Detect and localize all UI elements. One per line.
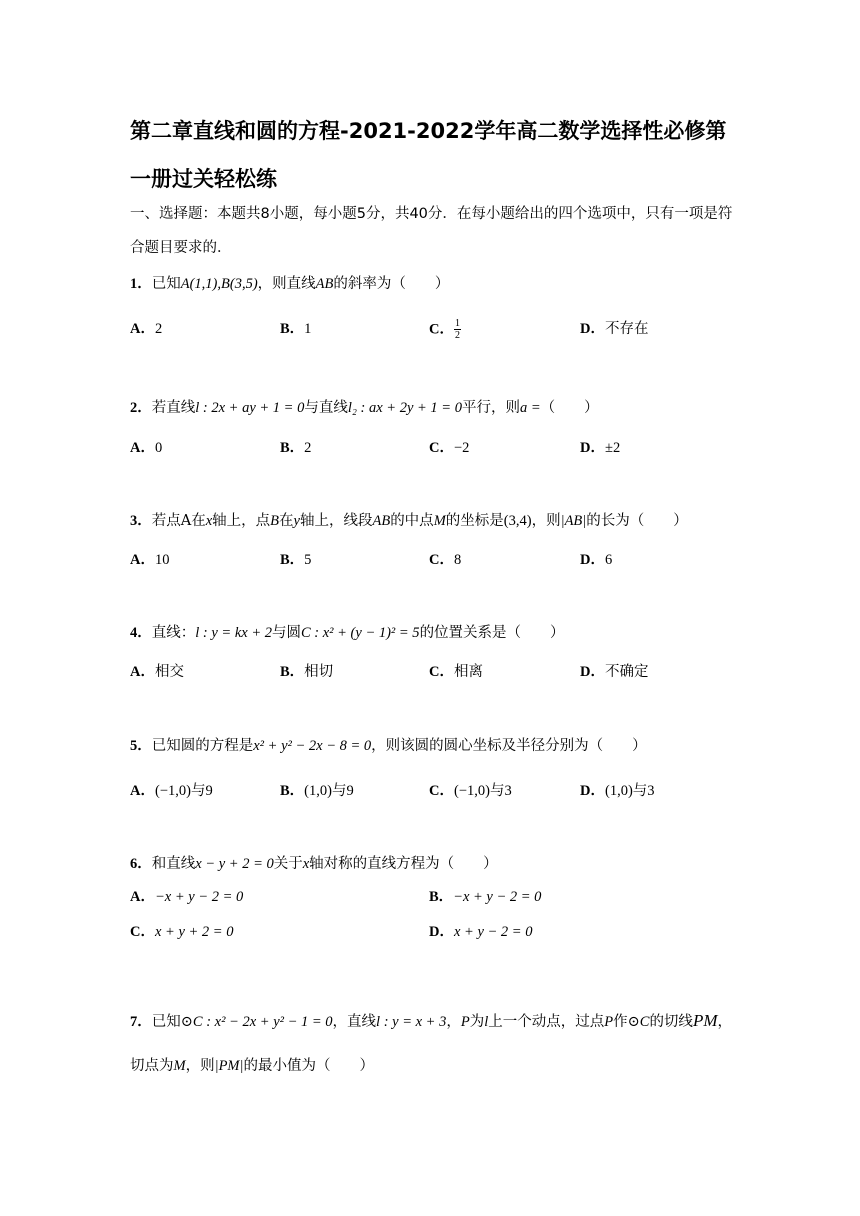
option-b: B．(1,0)与9 (280, 783, 354, 799)
option-b: B．−x + y − 2 = 0 (429, 889, 542, 905)
document-title: 第二章直线和圆的方程-2021-2022学年高二数学选择性必修第一册过关轻松练 (130, 119, 727, 191)
option-d: D．6 (580, 552, 613, 568)
question-4: 4．直线：l : y = kx + 2与圆C : x² + (y − 1)² = 5的位置关系是（ ） (130, 625, 565, 641)
question-3: 3．若点A在x轴上，点B在y轴上，线段AB的中点M的坐标是(3,4)，则|AB|的长为（ ） (130, 513, 688, 529)
question-7-line-2: 切点为M，则|PM|的最小值为（ ） (130, 1058, 375, 1074)
fraction: $\frac{1}{2}$ (454, 318, 460, 341)
option-b: B．1 (280, 321, 312, 337)
options-1 (130, 318, 750, 340)
question-number: 7． (130, 1014, 152, 1030)
option-a: A．相交 (130, 664, 184, 680)
option-d: D．不存在 (580, 321, 649, 337)
options-3 (130, 549, 750, 571)
option-a: A．−x + y − 2 = 0 (130, 889, 244, 905)
option-a: A．10 (130, 552, 170, 568)
option-c: C．(−1,0)与3 (429, 783, 512, 799)
option-c: C．x + y + 2 = 0 (130, 924, 234, 940)
option-c: C．相离 (429, 664, 483, 680)
question-number: 6． (130, 856, 152, 872)
option-d: D．(1,0)与3 (580, 783, 655, 799)
question-2: 2．若直线l : 2x + ay + 1 = 0与直线l₂ : ax + 2y + 1 = 0平行，则a =（ ） (130, 400, 599, 416)
section-heading: 一、选择题：本题共8小题，每小题5分，共40分．在每小题给出的四个选项中，只有一项是符合题目要求的． (130, 206, 733, 256)
option-b: B．2 (280, 440, 312, 456)
option-d: D．不确定 (580, 664, 649, 680)
option-c: C．8 (429, 552, 462, 568)
option-d: D．±2 (580, 440, 621, 456)
option-b: B．相切 (280, 664, 334, 680)
option-a: A．0 (130, 440, 163, 456)
option-a: A．2 (130, 321, 163, 337)
option-d: D．x + y − 2 = 0 (429, 924, 533, 940)
question-7: 7．已知⊙C : x² − 2x + y² − 1 = 0，直线l : y = x + 3，P为l上一个动点，过点P作⊙C的切线PM， (130, 1011, 732, 1030)
options-4 (130, 661, 750, 683)
question-number: 3． (130, 513, 152, 529)
options-6-row-1 (130, 886, 750, 908)
question-number: 2． (130, 400, 152, 416)
question-number: 5． (130, 738, 152, 754)
option-b: B．5 (280, 552, 312, 568)
question-1: 1．已知A(1,1),B(3,5)，则直线AB的斜率为（ ） (130, 276, 450, 292)
options-6-row-2 (130, 921, 750, 943)
option-c: C．−2 (429, 440, 470, 456)
option-a: A．(−1,0)与9 (130, 783, 213, 799)
options-5 (130, 780, 750, 802)
question-number: 4． (130, 625, 152, 641)
question-5: 5．已知圆的方程是x² + y² − 2x − 8 = 0，则该圆的圆心坐标及半径分别为（ ） (130, 738, 647, 754)
question-6: 6．和直线x − y + 2 = 0关于x轴对称的直线方程为（ ） (130, 856, 498, 872)
option-c: C． $\frac{1}{2}$ (429, 318, 460, 341)
options-2 (130, 437, 750, 459)
question-number: 1． (130, 276, 152, 292)
